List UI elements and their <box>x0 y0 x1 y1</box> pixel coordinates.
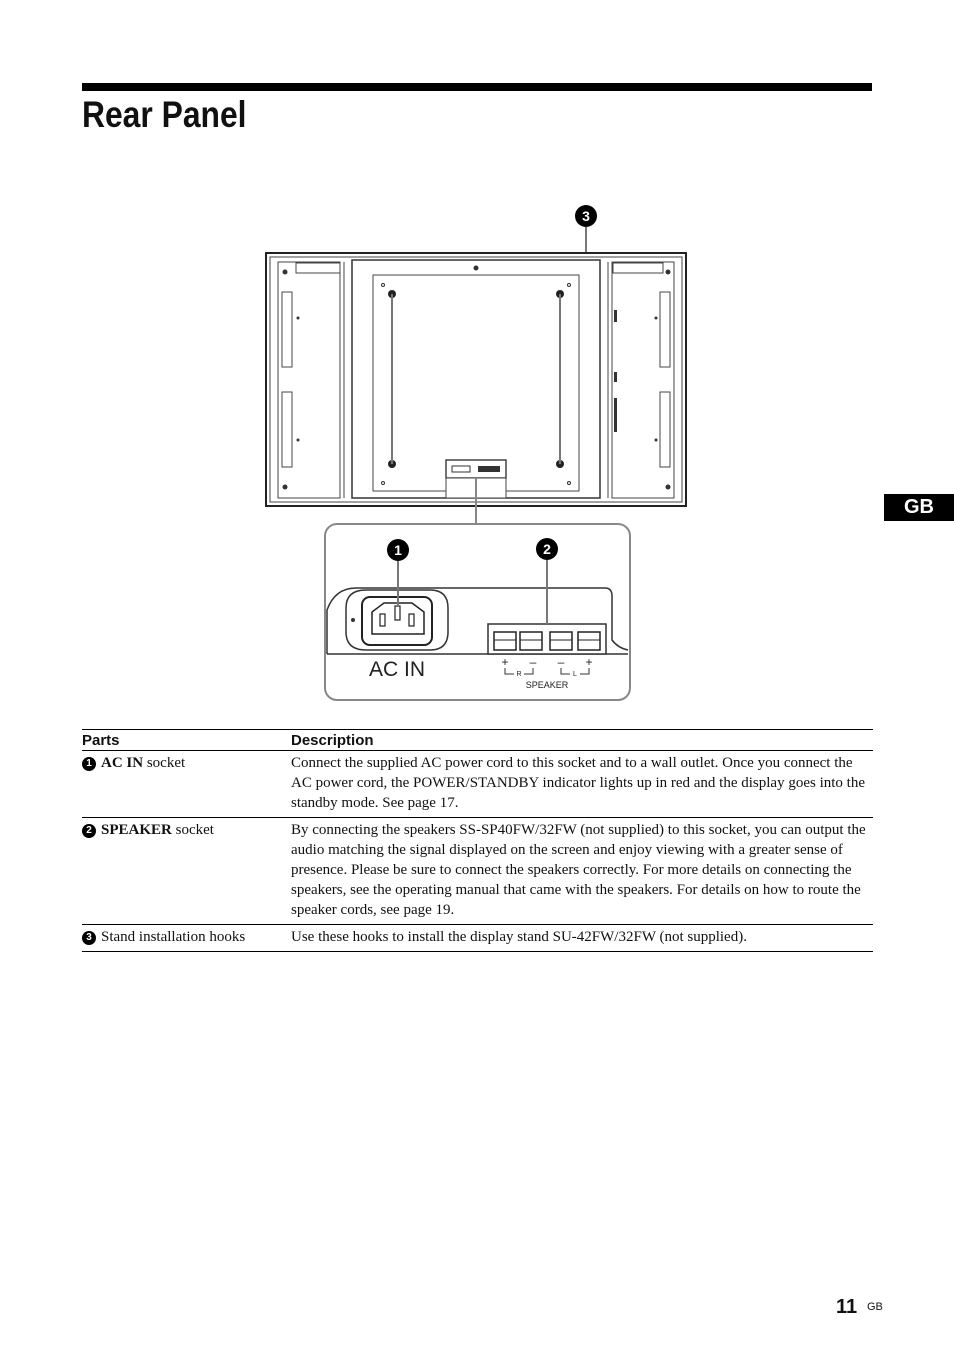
speaker-l-plus: + <box>585 655 593 669</box>
callout-2 <box>536 538 558 560</box>
speaker-l-minus: – <box>557 655 565 669</box>
speaker-socket <box>488 624 606 654</box>
table-row <box>82 925 873 952</box>
display-rear-body <box>266 253 686 506</box>
part-cell <box>82 751 291 818</box>
page-number: 11 <box>836 1296 858 1318</box>
part-name: AC IN <box>101 755 144 771</box>
part-suffix: socket <box>171 822 214 838</box>
number-badge: 1 <box>82 757 96 771</box>
part-suffix: socket <box>143 755 186 771</box>
page-number-suffix: GB <box>867 1301 883 1313</box>
header-parts: Parts <box>82 730 291 751</box>
description-cell: By connecting the speakers SS-SP40FW/32FW (not supplied) to this socket, you can output the audio matching the signal displayed on the screen and enjoy viewing with a greater sense of presence. Please be sure to connect the speakers correctly. For more details on connecting the speakers, see the operating manual that came with the speakers. For details on how to route the speaker cords, see page 19. <box>291 818 873 925</box>
zoom-detail <box>325 524 630 700</box>
callout-1-label: 1 <box>394 542 402 558</box>
parts-table <box>82 729 873 952</box>
table-header-row <box>82 730 873 751</box>
page-title: Rear Panel <box>82 94 247 135</box>
speaker-r-label: R <box>516 671 522 678</box>
description-cell: Connect the supplied AC power cord to this socket and to a wall outlet. Once you connect the AC power cord, the POWER/STANDBY indicator lights up in red and the display goes into the standby mode. See page 17. <box>291 751 873 818</box>
callout-3-label: 3 <box>582 208 590 224</box>
speaker-r-plus: + <box>501 655 509 669</box>
ac-in-label: AC IN <box>369 658 426 681</box>
part-suffix: Stand installation hooks <box>101 929 246 945</box>
part-cell <box>82 818 291 925</box>
header-description: Description <box>291 730 873 751</box>
part-name: SPEAKER <box>101 822 172 838</box>
number-badge: 3 <box>82 931 96 945</box>
speaker-label: SPEAKER <box>525 680 569 690</box>
language-tab: GB <box>884 494 954 521</box>
callout-3 <box>575 205 597 227</box>
table-row <box>82 751 873 818</box>
description-cell: Use these hooks to install the display stand SU-42FW/32FW (not supplied). <box>291 925 873 952</box>
callout-2-label: 2 <box>543 541 551 557</box>
table-row <box>82 818 873 925</box>
callout-1 <box>387 539 409 561</box>
speaker-r-minus: – <box>529 655 537 669</box>
part-cell <box>82 925 291 952</box>
speaker-l-label: L <box>573 671 577 678</box>
number-badge: 2 <box>82 824 96 838</box>
